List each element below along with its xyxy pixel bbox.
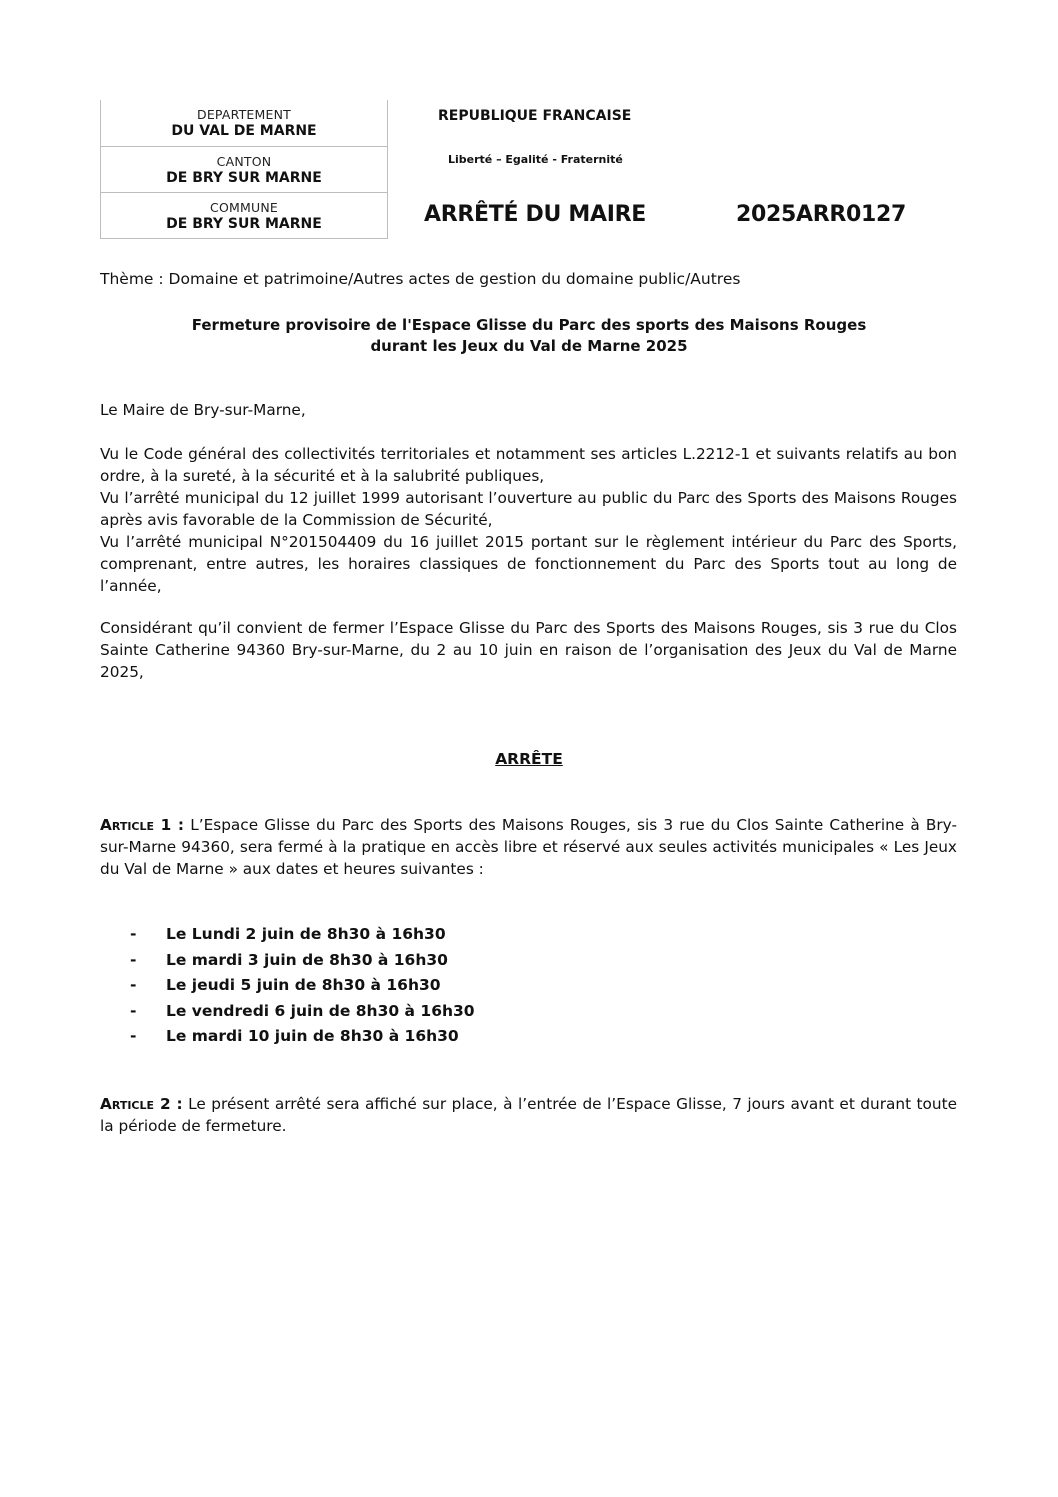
administrative-header-box xyxy=(100,100,388,239)
subject-line-1: Fermeture provisoire de l'Espace Glisse du Parc des sports des Maisons Rouges xyxy=(191,316,867,334)
date-text: Le Lundi 2 juin de 8h30 à 16h30 xyxy=(166,925,446,943)
document-number: 2025ARR0127 xyxy=(736,202,907,227)
bullet-dash: - xyxy=(130,1001,137,1020)
considerant-paragraph: Considérant qu’il convient de fermer l’Espace Glisse du Parc des Sports des Maisons Rouges, sis 3 rue du Clos Sainte Catherine 94360 Bry-sur-Marne, du 2 au 10 juin en raison de l’organisation des Jeux du Val de Marne 2025, xyxy=(100,619,957,681)
article-1 xyxy=(100,814,957,880)
document-title: ARRÊTÉ DU MAIRE xyxy=(424,202,646,227)
list-item xyxy=(130,1024,475,1050)
article-1-text: L’Espace Glisse du Parc des Sports des Maisons Rouges, sis 3 rue du Clos Sainte Catherine à Bry-sur-Marne 94360, sera fermé à la pratique en accès libre et réservé aux seules activités municipales « Les Jeux du Val de Marne » aux dates et heures suivantes : xyxy=(100,816,957,878)
bullet-dash: - xyxy=(130,950,137,969)
commune-label: COMMUNE xyxy=(210,200,278,215)
commune-cell xyxy=(101,192,387,238)
vu-paragraph-2: Vu l’arrêté municipal du 12 juillet 1999 autorisant l’ouverture au public du Parc des Sports des Maisons Rouges après avis favorable de la Commission de Sécurité, xyxy=(100,489,957,529)
arrete-heading: ARRÊTE xyxy=(495,750,563,768)
department-value: DU VAL DE MARNE xyxy=(171,123,317,139)
vu-paragraph-1: Vu le Code général des collectivités territoriales et notamment ses articles L.2212-1 et suivants relatifs au bon ordre, à la sureté, à la sécurité et à la salubrité publiques, xyxy=(100,445,957,485)
closure-dates-list xyxy=(130,922,475,1050)
national-motto: Liberté – Egalité - Fraternité xyxy=(448,153,623,166)
date-text: Le vendredi 6 juin de 8h30 à 16h30 xyxy=(166,1001,475,1020)
article-2-label: Article 2 : xyxy=(100,1095,183,1113)
list-item xyxy=(130,948,475,974)
department-cell xyxy=(101,100,387,146)
article-2-text: Le présent arrêté sera affiché sur place, à l’entrée de l’Espace Glisse, 7 jours avant et durant toute la période de fermeture. xyxy=(100,1095,957,1135)
canton-value: DE BRY SUR MARNE xyxy=(166,170,322,186)
canton-cell xyxy=(101,146,387,192)
vu-paragraph-3: Vu l’arrêté municipal N°201504409 du 16 juillet 2015 portant sur le règlement intérieur du Parc des Sports, comprenant, entre autres, les horaires classiques de fonctionnement du Parc des Sports tout au long de l’année, xyxy=(100,533,957,595)
commune-value: DE BRY SUR MARNE xyxy=(166,216,322,232)
date-text: Le jeudi 5 juin de 8h30 à 16h30 xyxy=(166,976,441,994)
department-label: DEPARTEMENT xyxy=(197,107,291,122)
bullet-dash: - xyxy=(130,1027,137,1045)
bullet-dash: - xyxy=(130,976,137,994)
intro-paragraph: Le Maire de Bry-sur-Marne, xyxy=(100,401,306,419)
list-item xyxy=(130,973,475,999)
republic-heading: REPUBLIQUE FRANCAISE xyxy=(438,108,632,124)
article-1-label: Article 1 : xyxy=(100,816,185,834)
article-2 xyxy=(100,1093,957,1137)
date-text: Le mardi 3 juin de 8h30 à 16h30 xyxy=(166,950,448,969)
subject-line-2: durant les Jeux du Val de Marne 2025 xyxy=(370,337,688,355)
bullet-dash: - xyxy=(130,925,137,943)
list-item xyxy=(130,999,475,1025)
theme-line: Thème : Domaine et patrimoine/Autres actes de gestion du domaine public/Autres xyxy=(100,270,741,288)
subject-heading xyxy=(100,315,958,357)
canton-label: CANTON xyxy=(216,154,272,169)
vu-section xyxy=(100,443,957,597)
list-item xyxy=(130,922,475,948)
date-text: Le mardi 10 juin de 8h30 à 16h30 xyxy=(166,1027,459,1045)
